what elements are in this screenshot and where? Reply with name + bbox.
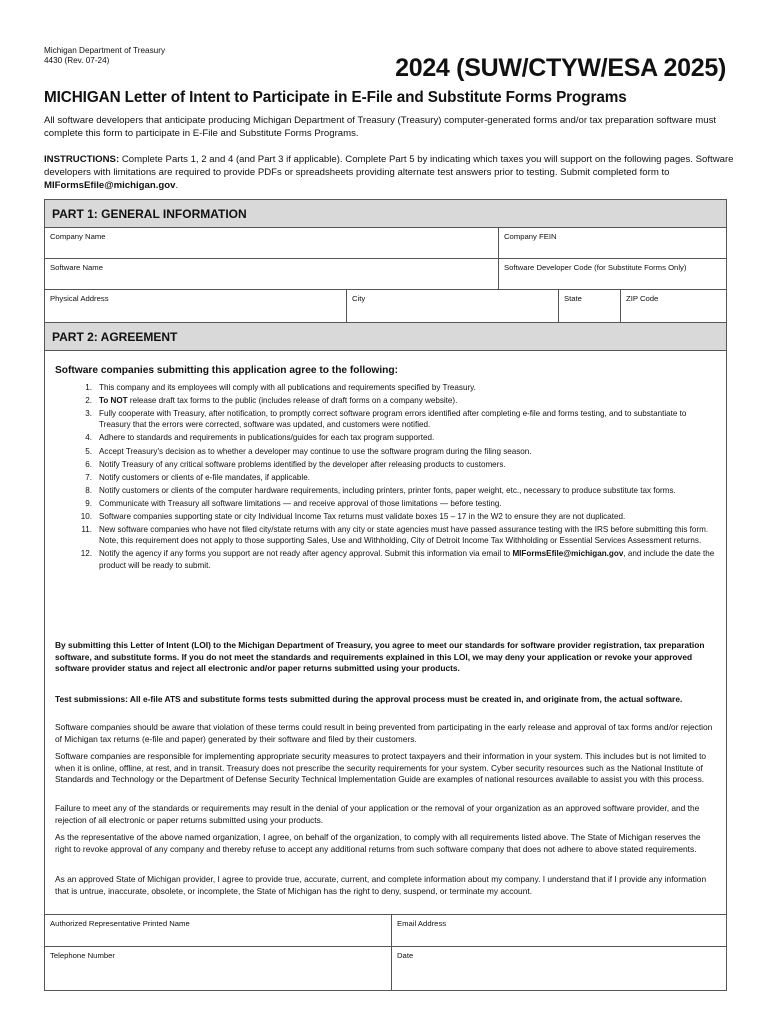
- header-department: [44, 46, 165, 66]
- company-name-field[interactable]: [45, 228, 499, 259]
- agreement-item: [55, 408, 715, 430]
- agreement-item-number: 1.: [85, 383, 92, 392]
- submission-email: MIFormsEfile@michigan.gov: [44, 180, 176, 191]
- agreement-item-number: 3.: [85, 409, 92, 419]
- agreement-item-text: [99, 433, 434, 442]
- part2-header: PART 2: AGREEMENT: [45, 323, 726, 351]
- test-submissions-paragraph: Test submissions: All e-file ATS and substitute forms tests submitted during the approval process must be created in, and originate from, the actual software.: [55, 694, 683, 704]
- instructions-label: INSTRUCTIONS:: [44, 154, 120, 165]
- agreement-item-body: Software companies supporting state or city Individual Income Tax returns must validate boxes 15 – 17 in the W2 to ensure they are not duplicated.: [99, 512, 626, 522]
- agreement-item-text: [99, 549, 714, 569]
- date-label: Date: [397, 951, 414, 960]
- agreement-item-text: [99, 383, 476, 392]
- company-fein-field[interactable]: [499, 228, 726, 259]
- agreement-item-number: 9.: [85, 498, 92, 508]
- agreement-item-body: Communicate with Treasury all software limitations — and receive approval of those limitations — before testing.: [99, 498, 502, 508]
- agreement-item-text: [99, 525, 708, 545]
- department-name: Michigan Department of Treasury: [44, 46, 166, 55]
- agreement-item-text: [99, 409, 686, 429]
- agreement-item-text: [99, 473, 310, 482]
- agreement-item-text: [99, 396, 457, 405]
- physical-address-field[interactable]: [45, 290, 347, 323]
- email-address-label: Email Address: [397, 919, 447, 928]
- agreement-item-body: This company and its employees will comply with all publications and requirements specified by Treasury.: [99, 383, 476, 392]
- email-address-field[interactable]: [392, 914, 726, 947]
- security-paragraph: Software companies are responsible for implementing appropriate security measures to protect taxpayers and their information in your system. This includes but is not limited to when it is online, offline, at rest, and in transit. Treasury does not prescribe the security requirements for your system. Cyber security resources such as the National Institute of Standards and Technology or the Department of Defense Security Technical Implementation Guide are examples of national resources available to assist you with this process.: [55, 751, 707, 785]
- state-field[interactable]: [559, 290, 621, 323]
- agreement-item: [55, 382, 715, 393]
- developer-code-field[interactable]: [499, 259, 726, 290]
- software-name-label: Software Name: [50, 263, 103, 272]
- agreement-item-body: Notify customers or clients of e-file mandates, if applicable.: [99, 472, 310, 482]
- agreement-item-number: 8.: [85, 485, 92, 495]
- representative-paragraph: As the representative of the above named organization, I agree, on behalf of the organization, to comply with all requirements listed above. The State of Michigan reserves the right to revoke approval of any company and thereby refuse to accept any additional returns from such software company that does not adhere to above stated requirements.: [55, 832, 701, 854]
- date-field[interactable]: [392, 947, 726, 990]
- approved-provider-paragraph: As an approved State of Michigan provider, I agree to provide true, accurate, current, and complete information about my company. I understand that if I provide any information that is untrue, inaccurate, obsolete, or incomplete, the State of Michigan has the right to deny, suspend, or terminate my account.: [55, 874, 707, 896]
- intro-text: All software developers that anticipate producing Michigan Department of Treasury (Treasury) computer-generated forms and/or tax preparation software must complete this form to participate in E-File and Substitute Forms Programs.: [44, 115, 717, 139]
- agreement-item-body: , and include the date the product will be ready to submit.: [99, 549, 715, 570]
- agreement-item-body: Notify Treasury of any critical software problems identified by the developer after releasing products to customers.: [99, 459, 506, 469]
- agreement-item: [55, 395, 715, 406]
- page-title: MICHIGAN Letter of Intent to Participate in E-File and Substitute Forms Programs: [44, 89, 627, 106]
- agreement-item: [55, 485, 715, 496]
- agreement-item-body: release draft tax forms to the public (includes release of draft forms on a company website).: [127, 396, 458, 406]
- agreement-item-number: 10.: [80, 512, 92, 522]
- agreement-item-pre: Notify the agency if any forms you support are not ready after agency approval. Submit this information via email to: [99, 549, 513, 559]
- agreement-item-text: [99, 512, 625, 521]
- agreement-item-text: [99, 486, 676, 495]
- agreement-item-number: 6.: [85, 459, 92, 469]
- agreement-item-body: Adhere to standards and requirements in publications/guides for each tax program supported.: [99, 433, 435, 443]
- violation-paragraph: Software companies should be aware that violation of these terms could result in being prevented from participating in the early release and approval of tax forms and/or rejection of Michigan tax returns (e-file and paper) generated by their software and filed by their customers.: [55, 722, 713, 744]
- agreement-item-body: Notify customers or clients of the computer hardware requirements, including printers, printer fonts, paper weight, etc., necessary to produce substitute tax forms.: [99, 485, 676, 495]
- rep-name-label: Authorized Representative Printed Name: [50, 919, 190, 928]
- agreement-item: [55, 498, 715, 509]
- instructions-text: Complete Parts 1, 2 and 4 (and Part 3 if applicable). Complete Part 5 by indicating which taxes you will support on the following pages. Software developers with limitations are required to provide PDFs or spreadsheets providing alternate test answers prior to testing. Submit completed form to: [44, 154, 734, 178]
- zip-code-label: ZIP Code: [626, 294, 659, 303]
- rep-name-field[interactable]: [45, 914, 392, 947]
- agreement-item-number: 11.: [81, 525, 92, 535]
- agreement-item: [55, 548, 715, 570]
- agreement-item-number: 12.: [80, 549, 92, 559]
- agreement-item: [55, 432, 715, 443]
- agreement-item: [55, 524, 715, 546]
- form-number: 4430 (Rev. 07-24): [44, 56, 110, 65]
- telephone-label: Telephone Number: [50, 951, 115, 960]
- agreement-item: [55, 511, 715, 522]
- agreement-item-number: 2.: [85, 396, 92, 406]
- instructions-end: .: [175, 180, 179, 191]
- state-label: State: [564, 294, 582, 303]
- agreement-item-number: 4.: [85, 433, 92, 443]
- city-label: City: [352, 294, 366, 303]
- company-fein-label: Company FEIN: [504, 232, 557, 241]
- agreement-list: [55, 382, 715, 573]
- agreement-item-body: New software companies who have not filed city/state returns with any city or state agencies must have passed assurance testing with the IRS before submitting this form. Note, this requirement does not apply to those supporting Sales, Use and Withholding, City of Detroit Income Tax Withholding or Essential Services Assessment returns.: [99, 525, 709, 546]
- loi-paragraph: By submitting this Letter of Intent (LOI) to the Michigan Department of Treasury, you agree to meet our standards for software provider registration, tax preparation software, and substitute forms. If you do not meet the standards and requirements explained in this LOI, we may deny your application or revoke your approved software provider status and reject all electronic and/or paper returns submitted using your products.: [55, 640, 705, 674]
- telephone-field[interactable]: [45, 947, 392, 990]
- instructions: [44, 153, 734, 192]
- agreement-item: [55, 459, 715, 470]
- physical-address-label: Physical Address: [50, 294, 109, 303]
- city-field[interactable]: [347, 290, 559, 323]
- part1-header: PART 1: GENERAL INFORMATION: [45, 200, 726, 228]
- agreement-item: [55, 472, 715, 483]
- developer-code-label: Software Developer Code (for Substitute Forms Only): [504, 263, 687, 272]
- failure-paragraph: Failure to meet any of the standards or requirements may result in the denial of your application or the removal of your organization as an approved software provider, and the rejection of all electronic or paper returns submitted using your products.: [55, 803, 700, 825]
- software-name-field[interactable]: [45, 259, 499, 290]
- agreement-item-text: [99, 447, 532, 456]
- agreement-item-text: [99, 499, 502, 508]
- agreement-item-emphasis: MIFormsEfile@michigan.gov: [512, 549, 624, 559]
- zip-code-field[interactable]: [621, 290, 726, 323]
- company-name-label: Company Name: [50, 232, 106, 241]
- agreement-item-body: Fully cooperate with Treasury, after notification, to promptly correct software program errors identified after completing e-file and forms testing, and to substantiate to Treasury that the errors were corrected, software was updated, and customers were notified.: [99, 409, 687, 430]
- agreement-item-text: [99, 460, 506, 469]
- agreement-item-emphasis: To NOT: [99, 396, 128, 406]
- agreement-item-number: 5.: [85, 446, 92, 456]
- agreement-item-number: 7.: [85, 472, 92, 482]
- year-title: 2024 (SUW/CTYW/ESA 2025): [395, 54, 726, 82]
- form-table: [44, 199, 727, 991]
- agreement-lead: Software companies submitting this application agree to the following:: [55, 365, 399, 376]
- agreement-item: [55, 446, 715, 457]
- agreement-item-body: Accept Treasury's decision as to whether a developer may continue to use the software program during the filing season.: [99, 446, 532, 456]
